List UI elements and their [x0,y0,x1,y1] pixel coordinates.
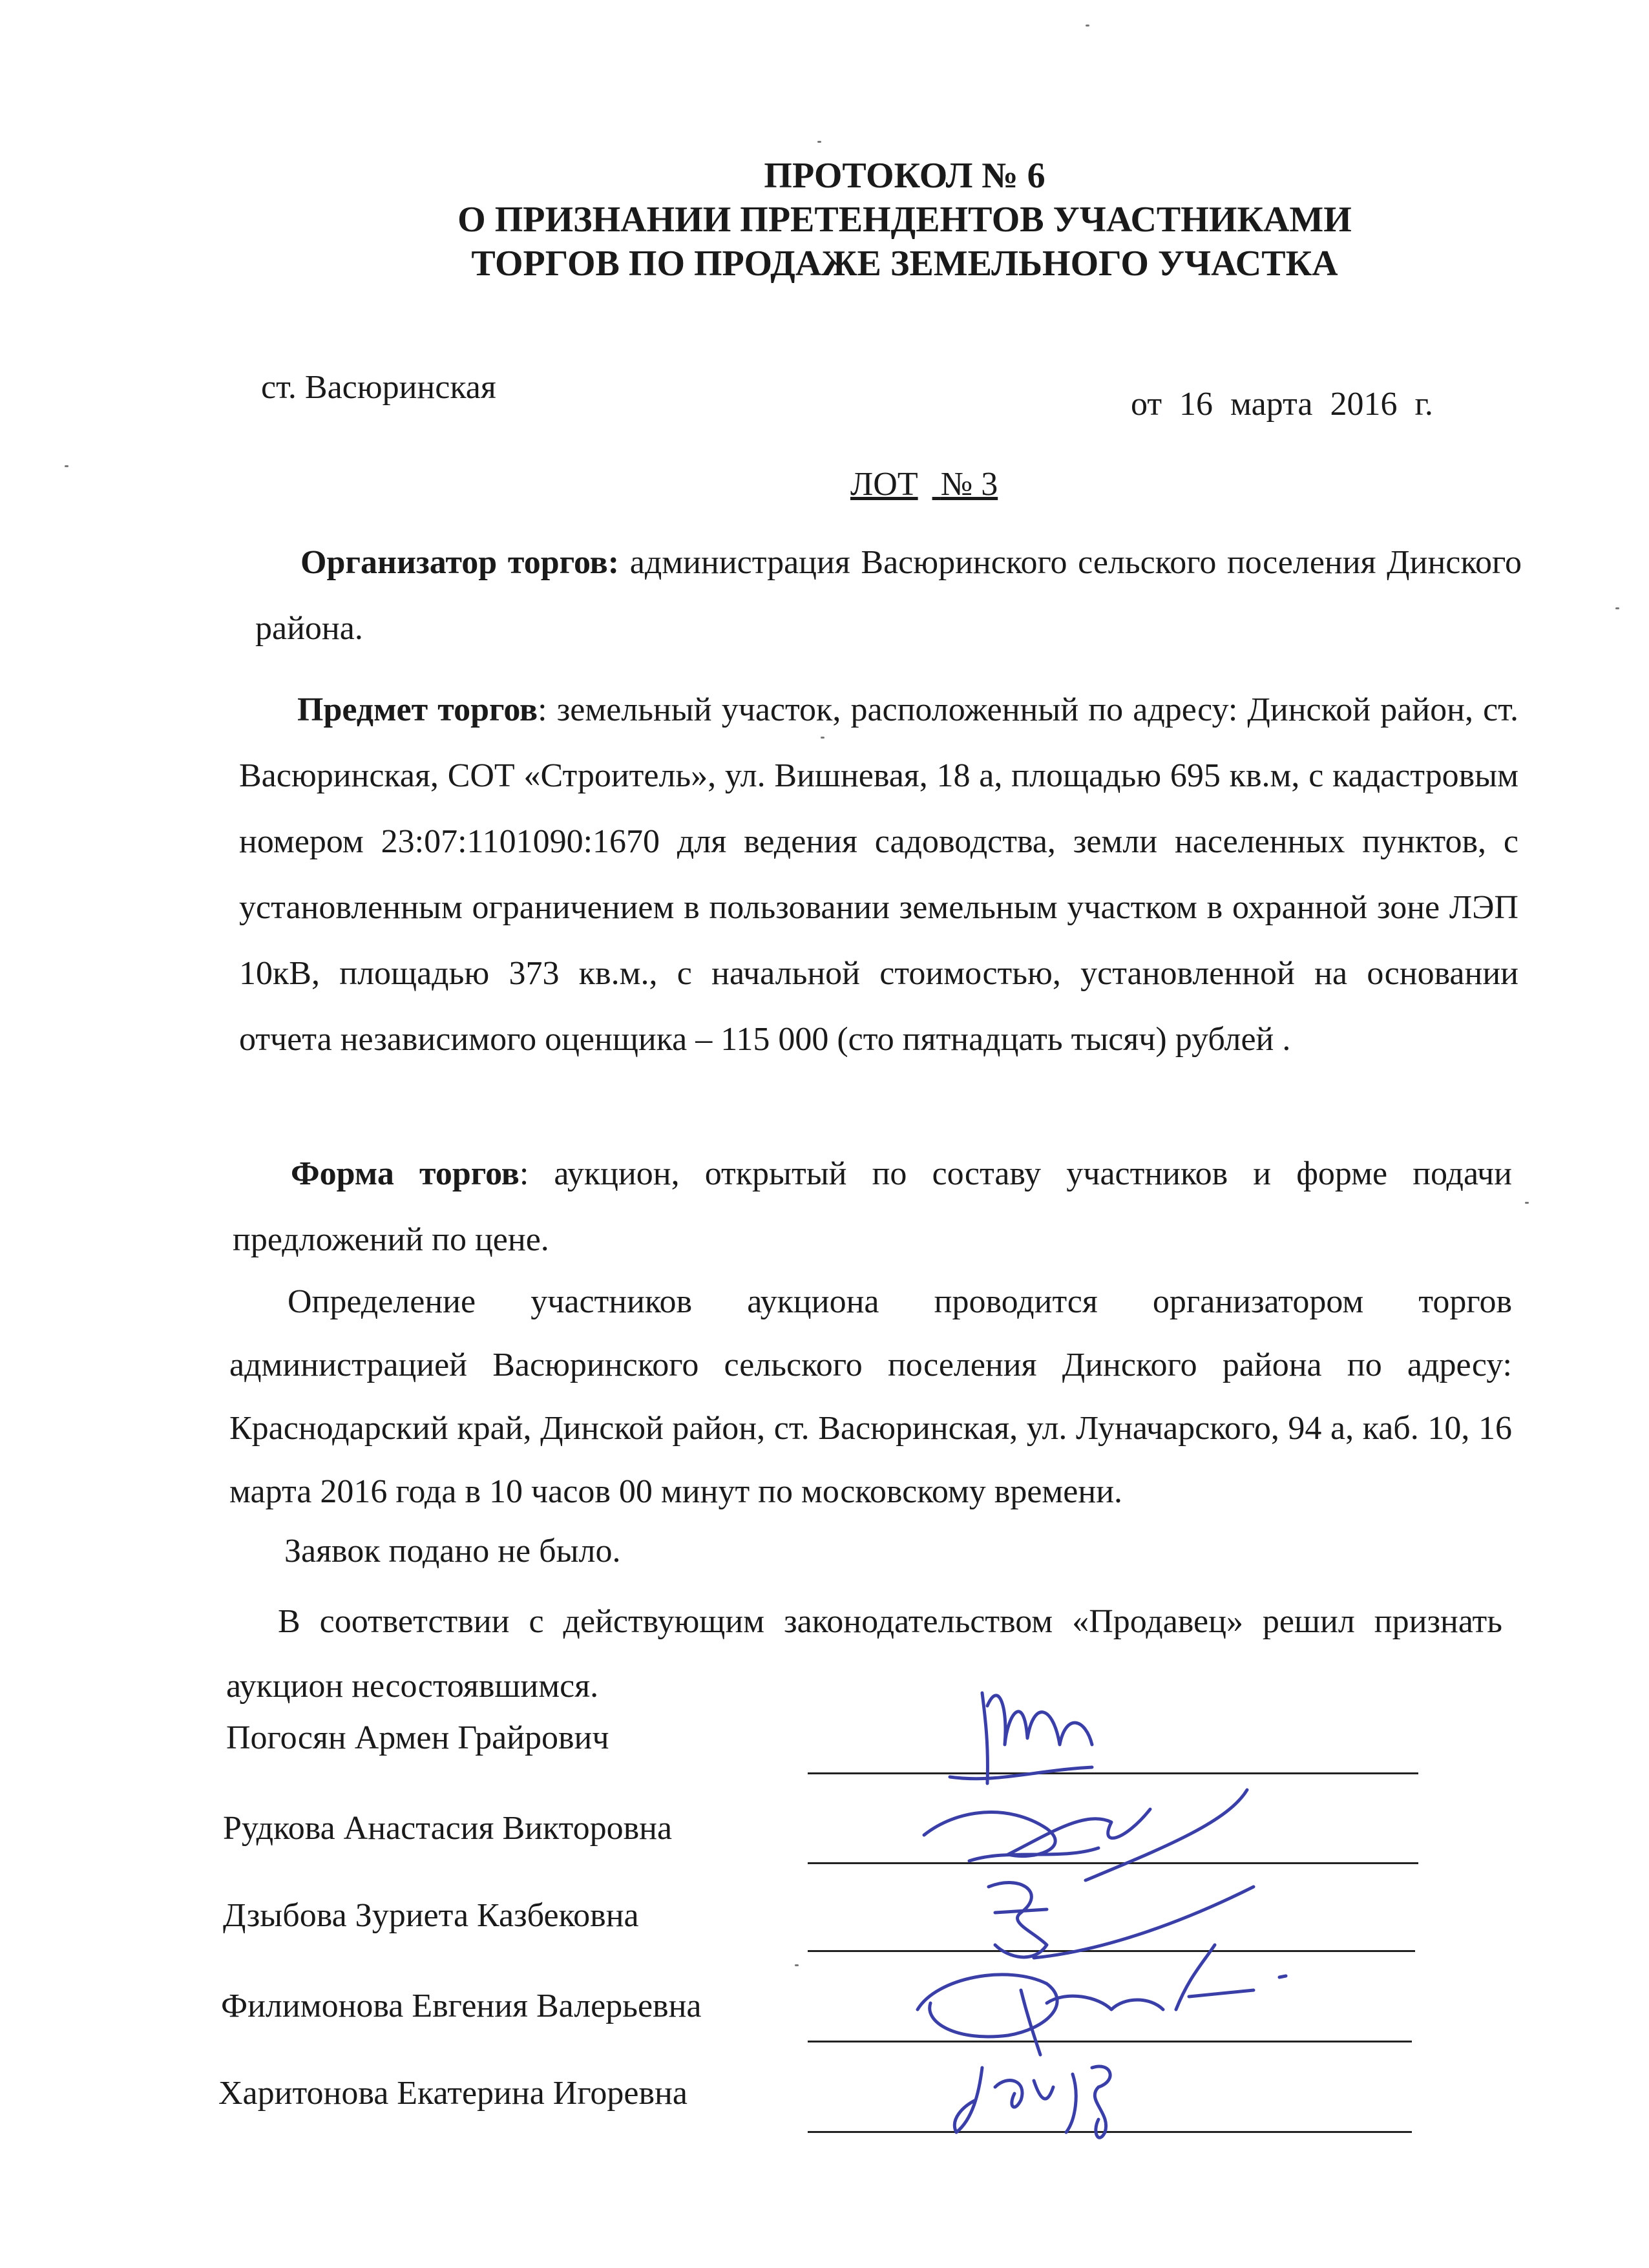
scan-speck [1525,1202,1529,1204]
date-suffix: г. [1414,386,1433,423]
signature-4 [918,1945,1286,2055]
no-applications-text: Заявок подано не было. [284,1533,621,1570]
title-line-1: ПРОТОКОЛ № 6 [764,156,1045,196]
organizer-text: администрация Васюринского сельского поселения Динского района. [255,544,1522,647]
date-month: марта [1230,386,1313,423]
signer-name: Погосян Армен Грайрович [226,1719,609,1756]
title-line-2: О ПРИЗНАНИИ ПРЕТЕНДЕНТОВ УЧАСТНИКАМИ [457,200,1352,240]
date-prefix: от [1131,386,1162,423]
subject-label: Предмет торгов [297,691,538,728]
date-day: 16 [1179,386,1213,423]
scan-speck [795,1964,799,1966]
signer-name: Рудкова Анастасия Викторовна [223,1810,673,1847]
determination-text: Определение участников аукциона проводится организатором торгов администрацией Васюринского сельского поселения Динского района по адресу: Краснодарский край, Динской район, ст. Васюринская, ул. Луначарского, 94 а, каб. 10, 16 марта 2016 года в 10 часов 00 минут по московскому времени. [229,1283,1512,1510]
form-label: Форма торгов [291,1155,520,1192]
lot-label: ЛОТ [850,466,918,503]
lot-number: № 3 [940,466,998,503]
organizer-label: Организатор торгов: [300,544,620,581]
decision-text: В соответствии с действующим законодательством «Продавец» решил признать аукцион несостоявшимся. [226,1603,1502,1705]
place-of-issue: ст. Васюринская [261,369,496,406]
date-year: 2016 [1330,386,1398,423]
signature-5 [954,2066,1110,2137]
scan-speck [817,141,821,143]
scan-speck [1086,25,1089,26]
subject-text: : земельный участок, расположенный по адресу: Динской район, ст. Васюринская, СОТ «Строитель», ул. Вишневая, 18 а, площадью 695 кв.м, с кадастровым номером 23:07:1101090:1670 для ведения садоводства, земли населенных пунктов, с установленным ограничением в пользовании земельным участком в охранной зоне ЛЭП 10кВ, площадью 373 кв.м., с начальной стоимостью, установленной на основании отчета независимого оценщика – 115 000 (сто пятнадцать тысяч) рублей . [239,691,1518,1058]
signature-1 [950,1693,1092,1783]
scan-speck [1615,607,1619,609]
title-line-3: ТОРГОВ ПО ПРОДАЖЕ ЗЕМЕЛЬНОГО УЧАСТКА [471,244,1338,284]
signer-name: Харитонова Екатерина Игоревна [218,2075,688,2112]
signer-name: Дзыбова Зуриета Казбековна [223,1897,639,1934]
signature-2 [924,1790,1247,1880]
signer-name: Филимонова Евгения Валерьевна [221,1988,702,2024]
scan-speck [65,465,68,467]
form-text: : аукцион, открытый по составу участников и форме подачи предложений по цене. [233,1155,1512,1258]
scan-speck [821,737,824,739]
